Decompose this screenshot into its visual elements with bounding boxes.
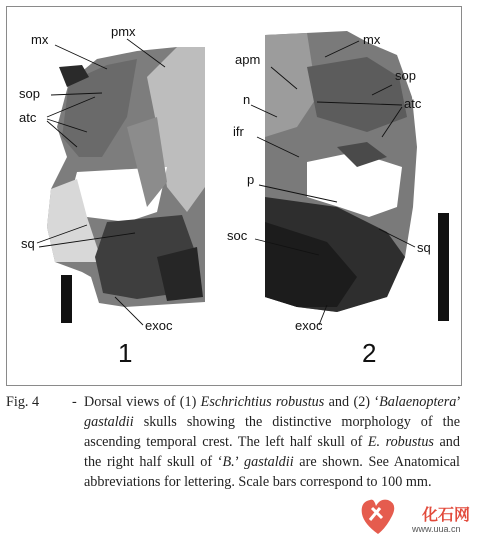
caption-part: gastaldii <box>244 454 294 470</box>
caption-part: B. <box>222 454 235 470</box>
panel-number-1: 1 <box>118 338 133 368</box>
label-sq-1: sq <box>21 236 35 251</box>
label-sop-1: sop <box>19 86 40 101</box>
label-soc: soc <box>227 228 248 243</box>
scale-bar-1 <box>61 275 72 323</box>
label-apm: apm <box>235 52 261 67</box>
label-n: n <box>243 92 251 107</box>
panel1-skull-image <box>47 47 205 307</box>
caption-part: ’ <box>234 454 244 470</box>
watermark-name: 化石网 <box>422 505 471 524</box>
caption-part: skulls showing the distinctive morphology of the ascending temporal crest. The left half skull of <box>84 414 460 450</box>
caption-part: Dorsal views of (1) <box>84 394 201 410</box>
scale-bar-2 <box>438 213 449 321</box>
label-p: p <box>247 172 255 187</box>
label-exoc-2: exoc <box>295 318 323 333</box>
figure-label: Fig. 4 <box>6 394 40 410</box>
figure-panel <box>6 6 462 386</box>
label-sq-2: sq <box>417 240 431 255</box>
panel-number-2: 2 <box>362 338 377 368</box>
caption-part: Balaenoptera <box>379 394 457 410</box>
label-mx-2: mx <box>363 32 381 47</box>
caption-part: and (2) ‘ <box>324 394 380 410</box>
caption-part: gastaldii <box>84 414 134 430</box>
label-exoc-1: exoc <box>145 318 173 333</box>
caption-part: and the right half skull of ‘ <box>84 434 460 470</box>
watermark-url: www.uua.cn <box>412 524 461 534</box>
caption-part: E. robustus <box>367 434 434 450</box>
caption-part: are shown. See Anatomical abbreviations for lettering. Scale bars correspond to 100 mm. <box>84 454 460 490</box>
label-ifr: ifr <box>233 124 244 139</box>
skull-photographs <box>7 7 461 385</box>
label-atc-2: atc <box>404 96 422 111</box>
caption-part: ’ <box>456 394 460 410</box>
label-pmx-1: pmx <box>111 24 136 39</box>
caption-dash: - <box>72 394 77 410</box>
label-sop-2: sop <box>395 68 416 83</box>
label-atc-1: atc <box>19 110 37 125</box>
caption-text <box>84 392 460 492</box>
label-mx-1: mx <box>31 32 49 47</box>
caption-part: Eschrichtius robustus <box>200 394 325 410</box>
